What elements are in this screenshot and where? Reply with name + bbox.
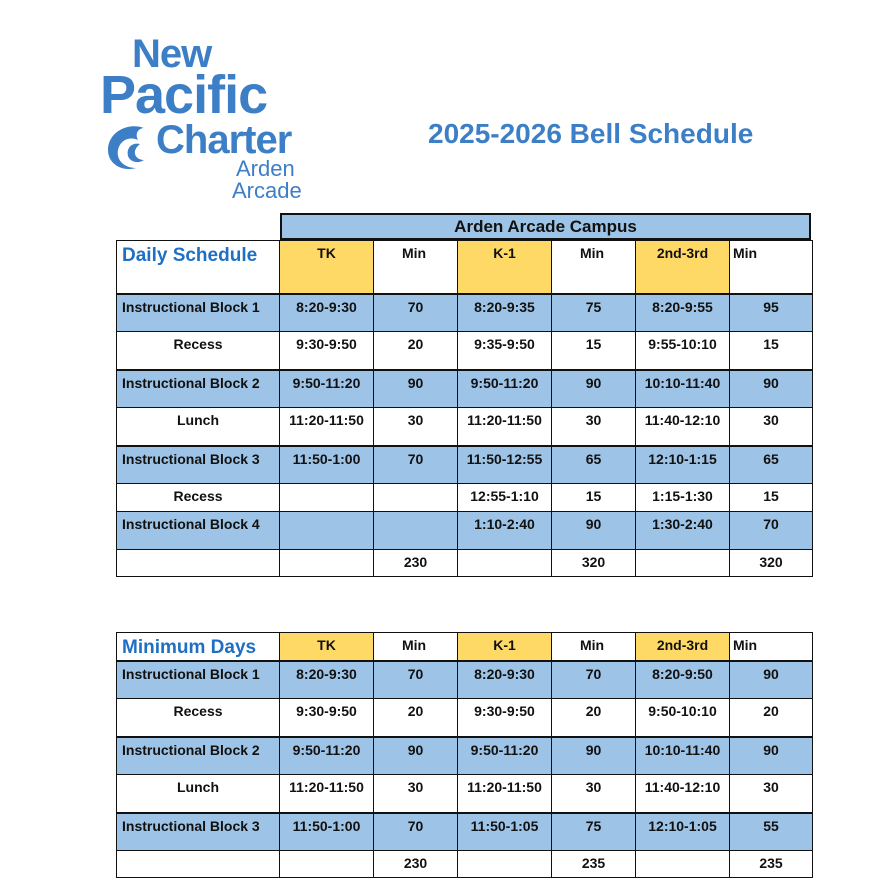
time-cell: 9:50-11:20 — [458, 737, 552, 775]
table-row — [117, 512, 813, 550]
minutes-cell: 95 — [730, 294, 813, 332]
time-cell: 1:10-2:40 — [458, 512, 552, 550]
time-cell: 8:20-9:30 — [280, 294, 374, 332]
period-label: Instructional Block 3 — [117, 446, 280, 484]
time-cell: 11:40-12:10 — [636, 408, 730, 446]
campus-header: Arden Arcade Campus — [280, 213, 811, 240]
time-cell: 1:15-1:30 — [636, 484, 730, 512]
total-cell — [117, 550, 280, 577]
column-header: TK — [280, 633, 374, 661]
period-label: Instructional Block 4 — [117, 512, 280, 550]
minutes-cell: 20 — [552, 699, 636, 737]
table-row — [117, 332, 813, 370]
column-header: Min — [730, 633, 813, 661]
period-label: Recess — [117, 484, 280, 512]
time-cell: 8:20-9:55 — [636, 294, 730, 332]
minutes-cell: 70 — [374, 661, 458, 699]
minimum-days-table — [116, 632, 813, 878]
table-heading: Minimum Days — [117, 633, 280, 661]
total-cell: 320 — [552, 550, 636, 577]
time-cell: 11:50-12:55 — [458, 446, 552, 484]
period-label: Instructional Block 3 — [117, 813, 280, 851]
period-label: Lunch — [117, 408, 280, 446]
period-label: Recess — [117, 699, 280, 737]
time-cell: 8:20-9:30 — [280, 661, 374, 699]
table-row — [117, 775, 813, 813]
table-row — [117, 484, 813, 512]
minutes-cell: 70 — [374, 446, 458, 484]
total-cell: 230 — [374, 550, 458, 577]
column-header: Min — [552, 633, 636, 661]
minutes-cell: 70 — [730, 512, 813, 550]
column-header: Min — [552, 241, 636, 294]
time-cell: 11:50-1:00 — [280, 813, 374, 851]
time-cell: 9:30-9:50 — [280, 332, 374, 370]
column-header: K-1 — [458, 241, 552, 294]
minutes-cell: 90 — [374, 370, 458, 408]
minutes-cell: 20 — [730, 699, 813, 737]
header-row — [117, 241, 813, 294]
time-cell: 12:55-1:10 — [458, 484, 552, 512]
table-row — [117, 737, 813, 775]
wave-icon — [100, 118, 156, 174]
minutes-cell — [374, 512, 458, 550]
daily-schedule-table — [116, 240, 813, 577]
table-row — [117, 661, 813, 699]
minutes-cell: 90 — [730, 737, 813, 775]
period-label: Recess — [117, 332, 280, 370]
time-cell: 9:30-9:50 — [280, 699, 374, 737]
minutes-cell — [374, 484, 458, 512]
logo-arcade: Arcade — [232, 178, 302, 203]
table-row — [117, 699, 813, 737]
table-heading: Daily Schedule — [117, 241, 280, 294]
minutes-cell: 75 — [552, 813, 636, 851]
page-title: 2025-2026 Bell Schedule — [428, 118, 754, 149]
time-cell — [280, 512, 374, 550]
column-header: Min — [374, 241, 458, 294]
time-cell: 12:10-1:15 — [636, 446, 730, 484]
header-row — [117, 633, 813, 661]
minutes-cell: 90 — [730, 370, 813, 408]
minutes-cell: 75 — [552, 294, 636, 332]
total-cell — [636, 550, 730, 577]
total-cell: 235 — [730, 851, 813, 878]
minutes-cell: 15 — [552, 484, 636, 512]
school-logo — [100, 34, 340, 204]
minutes-cell: 55 — [730, 813, 813, 851]
minutes-cell: 30 — [552, 775, 636, 813]
minutes-cell: 90 — [552, 512, 636, 550]
minutes-cell: 20 — [374, 332, 458, 370]
time-cell: 10:10-11:40 — [636, 370, 730, 408]
minutes-cell: 70 — [374, 294, 458, 332]
minutes-cell: 90 — [374, 737, 458, 775]
total-cell — [636, 851, 730, 878]
minutes-cell: 65 — [730, 446, 813, 484]
table-row — [117, 813, 813, 851]
time-cell: 9:30-9:50 — [458, 699, 552, 737]
table-row — [117, 370, 813, 408]
time-cell: 9:50-11:20 — [458, 370, 552, 408]
time-cell: 12:10-1:05 — [636, 813, 730, 851]
time-cell: 10:10-11:40 — [636, 737, 730, 775]
total-cell: 230 — [374, 851, 458, 878]
column-header: 2nd-3rd — [636, 633, 730, 661]
period-label: Instructional Block 2 — [117, 737, 280, 775]
minutes-cell: 90 — [552, 737, 636, 775]
minutes-cell: 30 — [374, 775, 458, 813]
minutes-cell: 30 — [730, 408, 813, 446]
minutes-cell: 30 — [730, 775, 813, 813]
totals-row — [117, 550, 813, 577]
time-cell: 8:20-9:50 — [636, 661, 730, 699]
logo-pacific: Pacific — [100, 65, 268, 125]
minutes-cell: 90 — [552, 370, 636, 408]
total-cell — [458, 851, 552, 878]
minutes-cell: 15 — [730, 332, 813, 370]
minutes-cell: 30 — [374, 408, 458, 446]
total-cell — [280, 851, 374, 878]
time-cell — [280, 484, 374, 512]
minutes-cell: 15 — [552, 332, 636, 370]
minutes-cell: 65 — [552, 446, 636, 484]
total-cell — [117, 851, 280, 878]
column-header: Min — [374, 633, 458, 661]
total-cell: 320 — [730, 550, 813, 577]
total-cell — [280, 550, 374, 577]
time-cell: 8:20-9:30 — [458, 661, 552, 699]
column-header: Min — [730, 241, 813, 294]
minutes-cell: 20 — [374, 699, 458, 737]
table-row — [117, 294, 813, 332]
time-cell: 9:50-10:10 — [636, 699, 730, 737]
period-label: Instructional Block 2 — [117, 370, 280, 408]
logo-arden: Arden — [236, 156, 295, 181]
logo-new: New — [132, 32, 212, 76]
time-cell: 11:40-12:10 — [636, 775, 730, 813]
period-label: Instructional Block 1 — [117, 661, 280, 699]
column-header: 2nd-3rd — [636, 241, 730, 294]
minutes-cell: 15 — [730, 484, 813, 512]
time-cell: 9:35-9:50 — [458, 332, 552, 370]
table-row — [117, 446, 813, 484]
minutes-cell: 90 — [730, 661, 813, 699]
totals-row — [117, 851, 813, 878]
period-label: Instructional Block 1 — [117, 294, 280, 332]
time-cell: 9:50-11:20 — [280, 370, 374, 408]
time-cell: 9:50-11:20 — [280, 737, 374, 775]
period-label: Lunch — [117, 775, 280, 813]
minutes-cell: 30 — [552, 408, 636, 446]
time-cell: 11:50-1:00 — [280, 446, 374, 484]
column-header: K-1 — [458, 633, 552, 661]
time-cell: 11:20-11:50 — [458, 408, 552, 446]
logo-charter: Charter — [156, 118, 292, 162]
table-row — [117, 408, 813, 446]
time-cell: 1:30-2:40 — [636, 512, 730, 550]
column-header: TK — [280, 241, 374, 294]
time-cell: 11:50-1:05 — [458, 813, 552, 851]
time-cell: 9:55-10:10 — [636, 332, 730, 370]
total-cell: 235 — [552, 851, 636, 878]
minutes-cell: 70 — [374, 813, 458, 851]
time-cell: 11:20-11:50 — [280, 775, 374, 813]
time-cell: 8:20-9:35 — [458, 294, 552, 332]
minutes-cell: 70 — [552, 661, 636, 699]
total-cell — [458, 550, 552, 577]
time-cell: 11:20-11:50 — [458, 775, 552, 813]
time-cell: 11:20-11:50 — [280, 408, 374, 446]
